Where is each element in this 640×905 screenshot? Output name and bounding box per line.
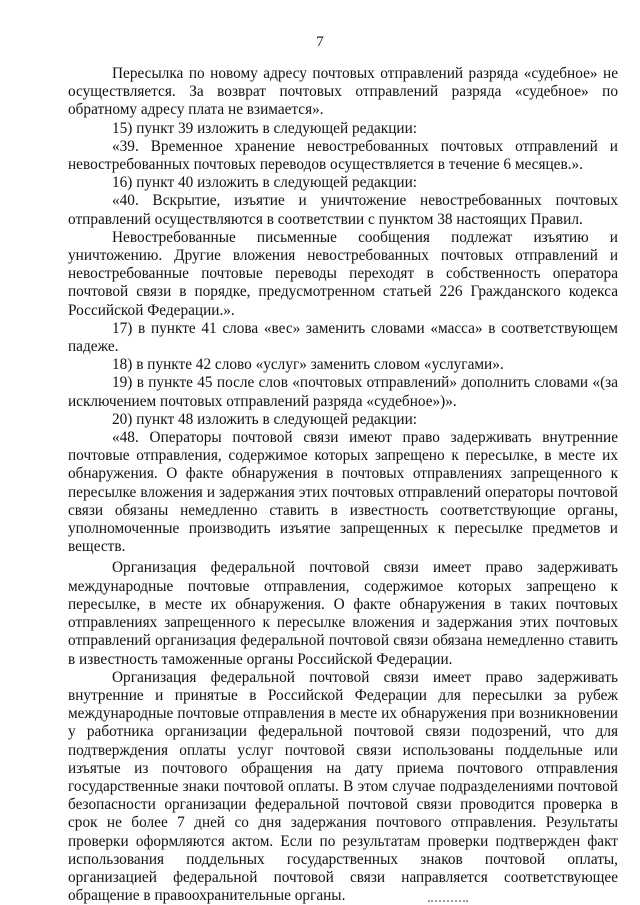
- paragraph-item-19: 19) в пункте 45 после слов «почтовых отправлений» дополнить словами «(за исключением почтовых отправлений разряда «судебное»)».: [68, 374, 618, 410]
- page-number: 7: [316, 34, 324, 50]
- paragraph-item-20: 20) пункт 48 изложить в следующей редакции:: [112, 410, 418, 428]
- paragraph-item-15: 15) пункт 39 изложить в следующей редакции:: [112, 119, 418, 137]
- paragraph-clause-48: «48. Операторы почтовой связи имеют право задерживать внутренние почтовые отправления, содержимое которых запрещено к пересылке, в месте их обнаружения. О факте обнаружения в почтовых отправлениях запрещенного к пересылке вложения и задержания этих почтовых отправлений операторы почтовой связи обязаны немедленно ставить в известность соответствующие органы, уполномоченные производить изъятие запрещенных к пересылке предметов и веществ.: [68, 429, 618, 556]
- paragraph-clause-40: «40. Вскрытие, изъятие и уничтожение невостребованных почтовых отправлений осуществляются в соответствии с пунктом 38 настоящих Правил.: [68, 192, 618, 228]
- paragraph-clause-39: «39. Временное хранение невостребованных почтовых отправлений и невостребованных почтовых переводов осуществляется в течение 6 месяцев.».: [68, 137, 618, 174]
- scan-artifact: [428, 900, 468, 905]
- paragraph-item-16: 16) пункт 40 изложить в следующей редакции:: [112, 174, 418, 192]
- paragraph-international-detention: Организация федеральной почтовой связи имеет право задерживать международные почтовые отправления, содержимое которых запрещено к пересылке, в месте их обнаружения. О факте обнаружения в таких почтовых отправлениях запрещенного к пересылке вложения и задержания этих почтовых отправлений организация федеральной почтовой связи обязана немедленно ставить в известность таможенные органы Российской Федерации.: [68, 559, 618, 668]
- paragraph-postal-forwarding: Пересылка по новому адресу почтовых отправлений разряда «судебное» не осуществляется. За возврат почтовых отправлений разряда «судебное» по обратному адресу плата не взимается».: [68, 65, 618, 119]
- paragraph-stamp-verification: Организация федеральной почтовой связи имеет право задерживать внутренние и принятые в Российской Федерации для пересылки за рубеж международные почтовые отправления в месте их обнаружения при возникновении у работника организации федеральной почтовой связи подозрений, что для подтверждения оплаты услуг почтовой связи использованы поддельные или изъятые из почтового обращения на дату приема почтового отправления государственные знаки почтовой оплаты. В этом случае подразделениями почтовой безопасности организации федеральной почтовой связи проводится проверка в срок не более 7 дней со дня задержания почтового отправления. Результаты проверки оформляются актом. Если по результатам проверки подтвержден факт использования поддельных государственных знаков почтовой оплаты, организацией федеральной почтовой связи направляется соответствующее обращение в правоохранительные органы.: [68, 668, 618, 905]
- paragraph-item-17: 17) в пункте 41 слова «вес» заменить словами «масса» в соответствующем падеже.: [68, 319, 618, 356]
- paragraph-item-18: 18) в пункте 42 слово «услуг» заменить словом «услугами».: [112, 356, 504, 374]
- paragraph-unclaimed-messages: Невостребованные письменные сообщения подлежат изъятию и уничтожению. Другие вложения невостребованных почтовых отправлений и невостребованные почтовые переводы переходят в собственность оператора почтовой связи в порядке, предусмотренном статьей 226 Гражданского кодекса Российской Федерации.».: [68, 228, 618, 319]
- document-body: [68, 65, 618, 905]
